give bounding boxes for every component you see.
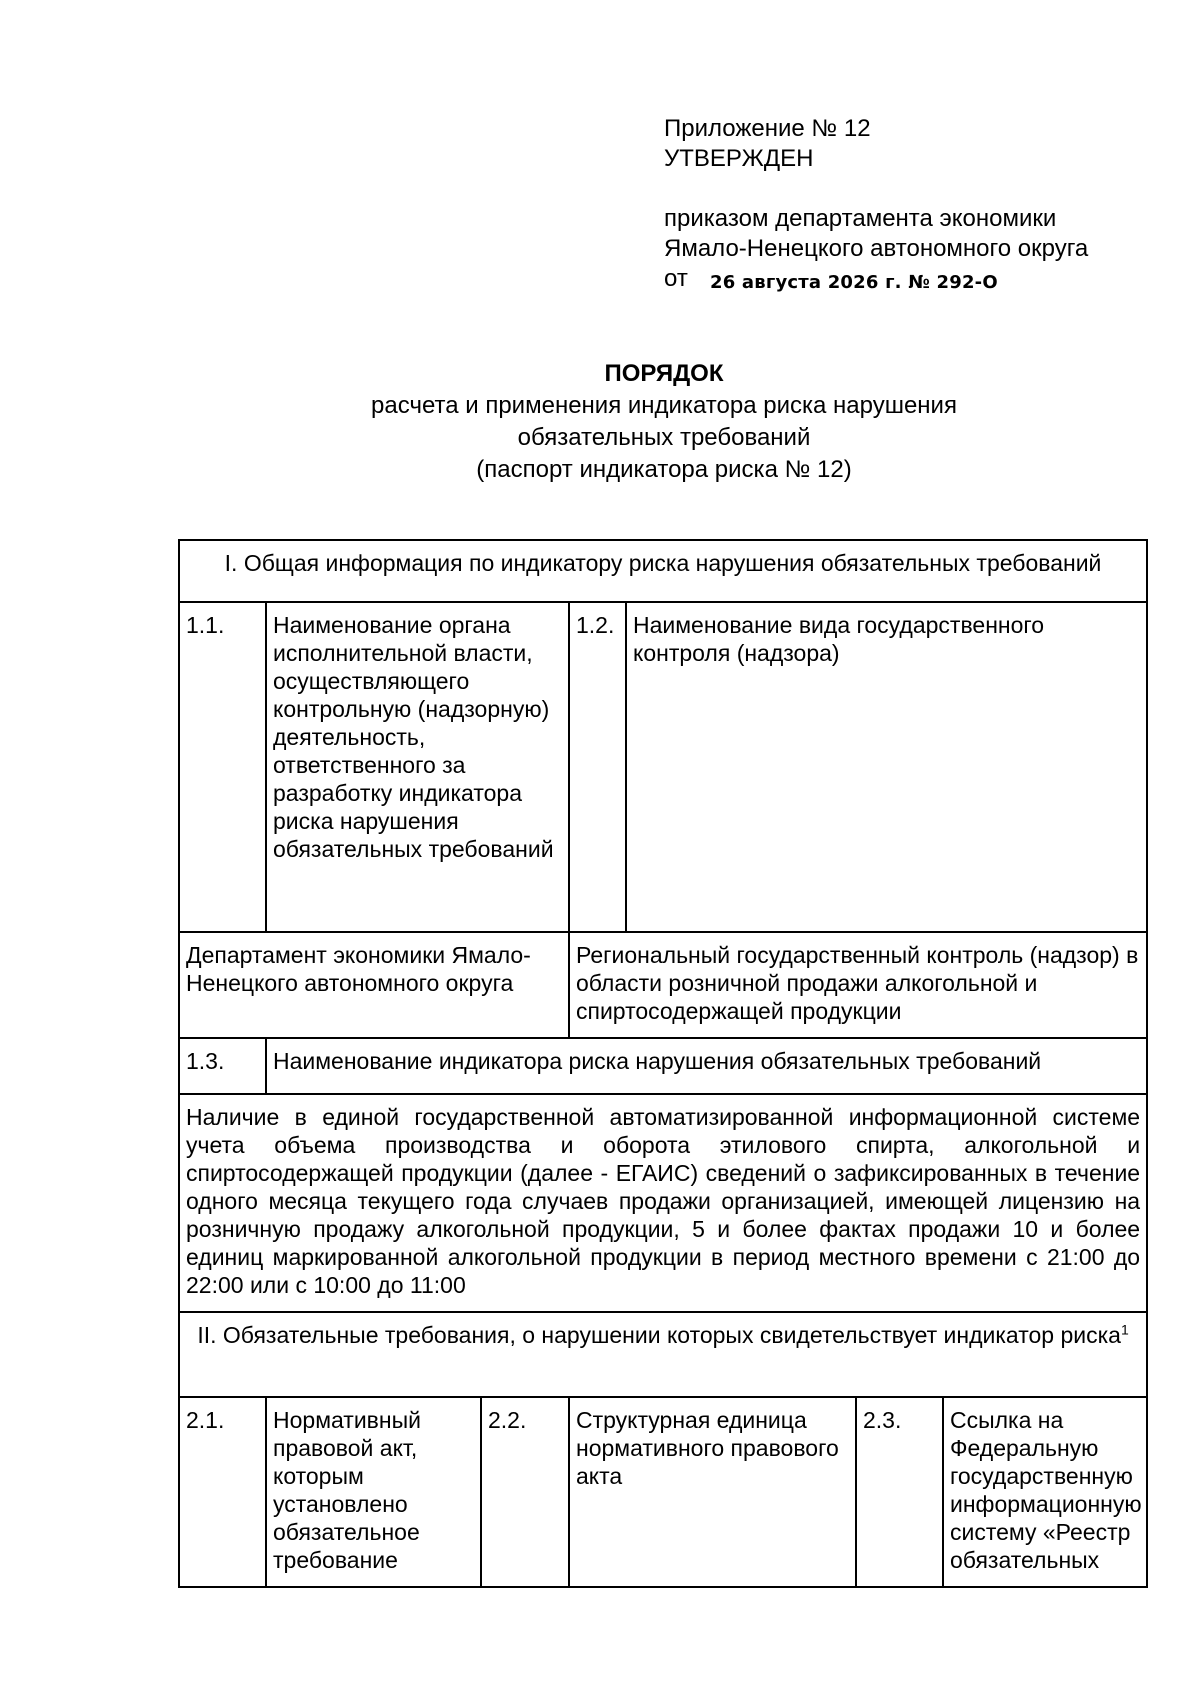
row-1-3-value [179,1094,1147,1312]
cell-1-1-label: Наименование органа исполнительной власти, осуществляющего контрольную (надзорную) деятельность, ответственного за разработку индикатора риска нарушения обязательных требований [266,602,569,932]
cell-2-2-number: 2.2. [481,1397,569,1587]
cell-2-3-label: Ссылка на Федеральную государственную информационную систему «Реестр обязательных [943,1397,1147,1587]
section2-header [179,1312,1147,1397]
footnote-mark: 1 [1120,1321,1129,1338]
row-2-1-2-3 [179,1397,1147,1587]
appendix-number: Приложение № 12 [664,115,871,142]
cell-2-1-label: Нормативный правовой акт, которым установлено обязательное требование [266,1397,481,1587]
document-title: ПОРЯДОК [604,360,724,387]
cell-1-3-label: Наименование индикатора риска нарушения обязательных требований [266,1038,1147,1094]
approval-block [664,114,1088,294]
risk-indicator-passport-table [178,539,1148,1588]
cell-1-1-number: 1.1. [179,602,266,932]
order-line-1: приказом департамента экономики [664,205,1057,232]
cell-1-1-value: Департамент экономики Ямало-Ненецкого автономного округа [179,932,569,1038]
cell-1-3-number: 1.3. [179,1038,266,1094]
cell-1-2-label: Наименование вида государственного контроля (надзора) [626,602,1147,932]
order-date-line [664,264,1088,294]
section2-header-row [179,1312,1147,1397]
heading-line-2: обязательных требований [517,424,811,451]
cell-2-2-label: Структурная единица нормативного правового акта [569,1397,856,1587]
section2-header-text: II. Обязательные требования, о нарушении которых свидетельствует индикатор риска [197,1322,1121,1348]
cell-1-2-value: Региональный государственный контроль (надзор) в области розничной продажи алкогольной и спиртосодержащей продукции [569,932,1147,1038]
order-date-stamp: 26 августа 2026 г. № 292-О [710,272,998,293]
heading-line-1: расчета и применения индикатора риска нарушения [371,392,957,419]
cell-2-3-number: 2.3. [856,1397,943,1587]
document-heading [178,358,1150,486]
section1-header-row [179,540,1147,602]
cell-2-1-number: 2.1. [179,1397,266,1587]
row-1-3 [179,1038,1147,1094]
cell-1-3-value: Наличие в единой государственной автоматизированной информационной системе учета объема производства и оборота этилового спирта, алкогольной и спиртосодержащей продукции (далее - ЕГАИС) сведений о зафиксированных в течение одного месяца текущего года случаев продажи организацией, имеющей лицензию на розничную продажу алкогольной продукции, 5 и более фактах продажи 10 и более единиц маркированной алкогольной продукции в период местного времени с 21:00 до 22:00 или с 10:00 до 11:00 [179,1094,1147,1312]
heading-line-3: (паспорт индикатора риска № 12) [476,456,852,483]
approved-label: УТВЕРЖДЕН [664,145,814,172]
cell-1-2-number: 1.2. [569,602,626,932]
order-line-2: Ямало-Ненецкого автономного округа [664,235,1089,262]
section1-header: I. Общая информация по индикатору риска нарушения обязательных требований [179,540,1147,602]
row-1-1-1-2-values [179,932,1147,1038]
row-1-1-1-2 [179,602,1147,932]
from-label: от [664,265,688,292]
